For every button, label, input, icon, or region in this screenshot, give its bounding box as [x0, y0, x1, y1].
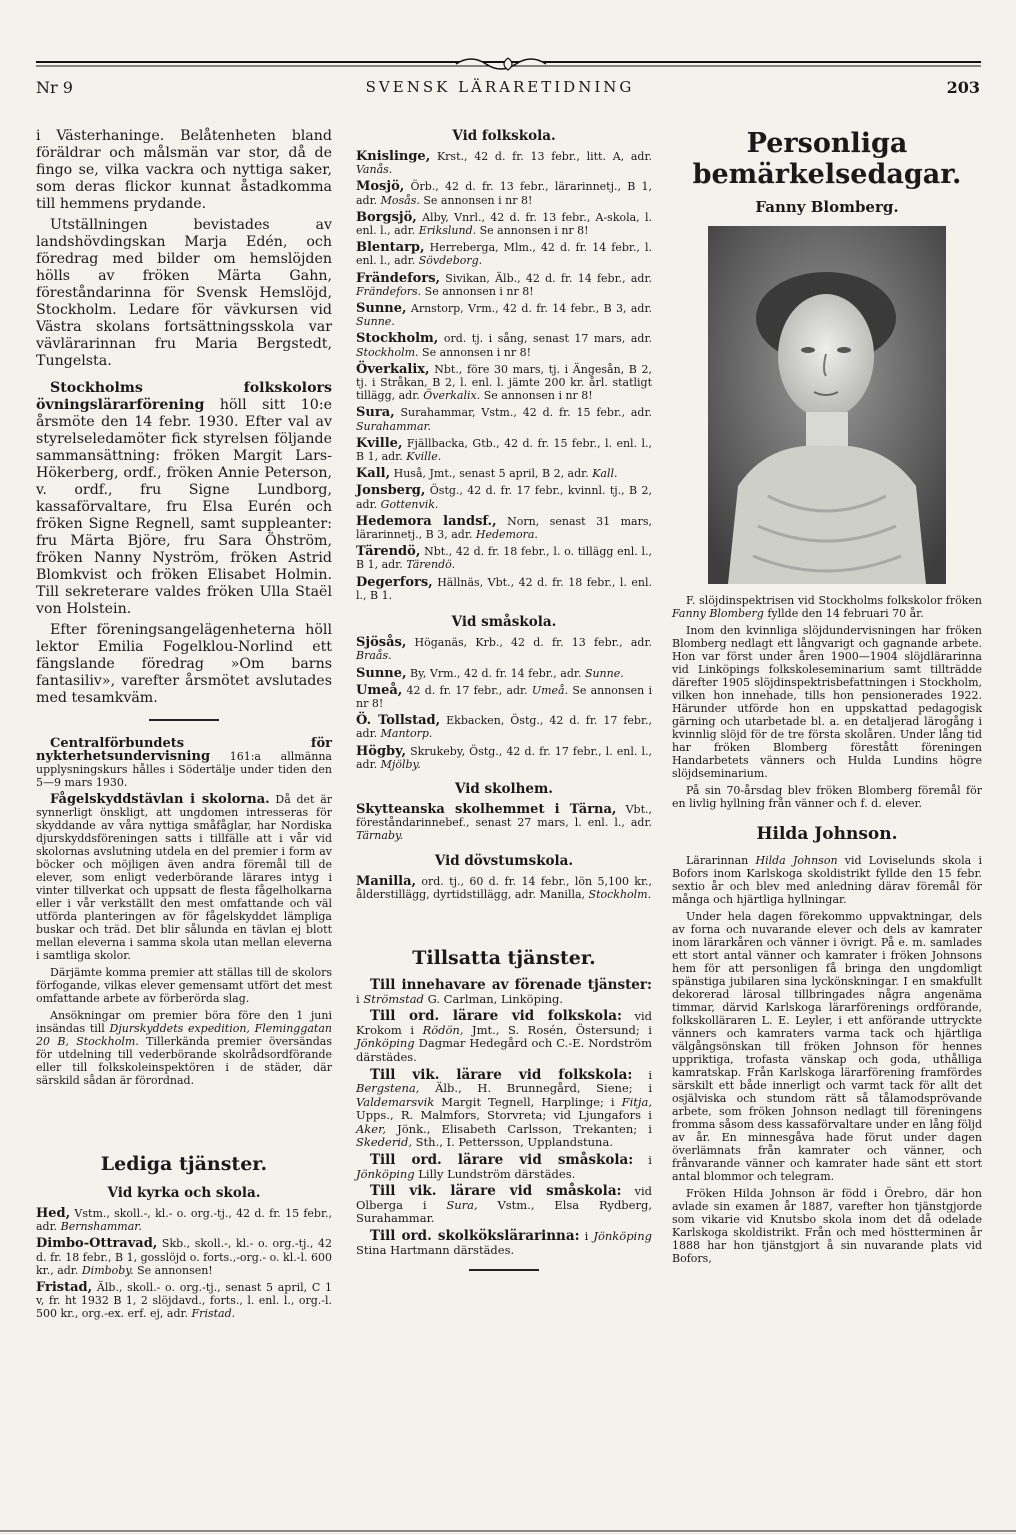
appointment-entry: Till vik. lärare vid småskola: vid Olberga i Sura, Vstm., Elsa Rydberg, Surahammar.	[356, 1183, 652, 1226]
paragraph: Inom den kvinnliga slöjdundervisningen har fröken Blomberg nedlagt ett långvarigt och gagnande arbete. Hon var först under åren 1900—1904 slöjdlärarinna vid Linköpings folkskoleseminarium samt tillträdde därefter 1905 slöjdinspektrisbefattningen i Stockholm, vilken hon innehade, tills hon pensionerades 1922. Härunder utförde hon en uppskattad pedagogisk gärning och utarbetade bl. a. en detaljerad lärogång i kvinnlig slöjd för de tre första skolåren. Under lång tid har fröken Blomberg förestått föreningen Handarbetets vänners och Hulda Lundins högre slöjdseminarium.	[672, 624, 982, 780]
header-ornament-rule	[36, 56, 981, 74]
vacancy-entry: Hedemora landsf., Norn, senast 31 mars, lärarinnetj., B 3, adr. Hedemora.	[356, 513, 652, 542]
person-heading: Hilda Johnson.	[756, 824, 898, 844]
section-heading: Personliga bemärkelsedagar.	[692, 128, 962, 190]
subsection-heading: Vid folkskola.	[452, 128, 556, 144]
column-right	[672, 128, 982, 1269]
notice: Därjämte komma premier att ställas till de skolors förfogande, vilkas elever gemensamt utfört det mest omfattande arbete av förberörda slag.	[36, 966, 332, 1005]
portrait-photo	[708, 226, 946, 584]
vacancy-entry: Tärendö, Nbt., 42 d. fr. 18 febr., l. o. tillägg enl. l., B 1, adr. Tärendö.	[356, 544, 652, 572]
paragraph: F. slöjdinspektrisen vid Stockholms folkskolor fröken Fanny Blomberg fyllde den 14 februari 70 år.	[672, 594, 982, 620]
vacancy-entry: Sura, Surahammar, Vstm., 42 d. fr. 15 febr., adr. Surahammar.	[356, 405, 652, 433]
vacancy-entry: Borgsjö, Alby, Vnrl., 42 d. fr. 13 febr., A-skola, l. enl. l., adr. Erikslund. Se annonsen i nr 8!	[356, 209, 652, 238]
paragraph: Lärarinnan Hilda Johnson vid Loviselunds skola i Bofors inom Karlskoga skoldistrikt fyllde den 15 febr. sextio år och blev med anledning därav föremål för många och hjärtliga hyllningar.	[672, 854, 983, 906]
appointment-entry: Till ord. skolkökslärarinna: i Jönköping Stina Hartmann därstädes.	[356, 1228, 652, 1257]
notice: Fågelskyddstävlan i skolorna. Då det är synnerligt önskligt, att ungdomen intresseras för skyddande av våra nyttiga småfåglar, har Nordiska djurskyddsföreningen satts i tillfälle att i vår vid skolornas avslutning utdela en del premier i form av böcker och möjligen även andra föremål till de elever, som enligt vederbörande lärares intyg i vinter tillverkat och uppsatt de flesta fågelholkarna eller i vår verkställt den mest omfattande och väl utförda planteringen av för fågelskyddet lämpliga buskar och träd. Det blir sålunda en tävlan ej blott mellan eleverna i samma skola utan mellan eleverna i samtliga skolor.	[36, 792, 333, 962]
journal-title: SVENSK LÄRARETIDNING	[365, 78, 635, 96]
vacancy-entry: Fristad, Älb., skoll.- o. org.-tj., senast 5 april, C 1 v, fr. ht 1932 B 1, 2 slöjdavd., forts., l. enl. l., org.-l. 500 kr., org.-ex. erf. ej, adr. Fristad.	[36, 1280, 332, 1321]
section-heading: Tillsatta tjänster.	[412, 946, 596, 969]
subsection-heading: Vid dövstumskola.	[434, 852, 574, 869]
vacancy-entry: Sunne, Arnstorp, Vrm., 42 d. fr. 14 febr., B 3, adr. Sunne.	[356, 301, 652, 329]
vacancy-entry: Blentarp, Herreberga, Mlm., 42 d. fr. 14 febr., l. enl. l., adr. Sövdeborg.	[356, 240, 652, 268]
column-middle	[356, 128, 652, 1287]
vacancy-entry: Umeå, 42 d. fr. 17 febr., adr. Umeå. Se annonsen i nr 8!	[356, 682, 652, 710]
vacancy-list	[356, 150, 652, 602]
vacancy-entry: Mosjö, Örb., 42 d. fr. 13 febr., lärarinnetj., B 1, adr. Mosås. Se annonsen i nr 8!	[356, 179, 652, 207]
vacancy-entry: Ö. Tollstad, Ekbacken, Östg., 42 d. fr. 17 febr., adr. Mantorp.	[356, 713, 652, 741]
section-divider	[149, 719, 219, 721]
paragraph: Under hela dagen förekommo uppvaktningar, dels av forna och nuvarande elever och dels av kamrater inom lärarkåren och vänner i övrigt. På e. m. samlades ett stort antal vänner och kamrater i fröken Johnsons hem för att personligen få bringa den ungdomligt spänstiga jubilaren sina lyckönskningar. I en smakfullt dekorerad lärosal tillbringades några angenäma timmar, därvid Karlskoga lärarförenings ordförande, folkskolläraren L. E. Leyler, i ett anförande uttryckte vänners och kamraters varma tack och hjärtliga välgångsönskan till fröken Johnson för hennes uppriktiga, trofasta vänskap och goda, uthålliga kamratskap. Från Karlskoga lärarförening framfördes särskilt ett både innerligt och varmt tack för allt det osjälviska och stundom rätt så tålamodsprövande arbete, som fröken Johnson nedlagt till föreningens fromma såsom dess kassaförvaltare under en lång följd av år. En minnesgåva hade förut under dagen överlämnats från kamrater och vänner, och frånvarande vänner och kamrater hade sänt ett stort antal blommor och telegram.	[672, 910, 982, 1183]
page-number: 203	[946, 78, 980, 97]
vacancy-list	[36, 1207, 332, 1321]
subsection-heading: Vid kyrka och skola.	[107, 1185, 261, 1201]
bold-lead: Stockholms folkskolors övningslärarförening	[36, 380, 332, 413]
paragraph: Efter föreningsangelägenheterna höll lektor Emilia Fogelklou-Norlind ett fängslande föredrag »Om barns fantasiliv», varefter årsmötet avslutades med tesamkväm.	[36, 622, 332, 706]
appointment-entry: Till vik. lärare vid folkskola: i Bergstena, Älb., H. Brunnegård, Siene; i Valdemarsvik Margit Tegnell, Harplinge; i Fitja, Upps., R. Malmfors, Storvreta; vid Ljungafors i Aker, Jönk., Elisabeth Carlsson, Trekanten; i Skederid, Sth., I. Pettersson, Upplandstuna.	[356, 1066, 652, 1150]
paragraph: Utställningen bevistades av landshövdingskan Marja Edén, och föredrag med bilder om hemslöjden hölls av fröken Märta Gahn, föreståndarinna för Svensk Hemslöjd, Stockholm. Ledare för vävkursen vid Västra skolans fortsättningsskola var vävlärarinnan fru Maria Bergstedt, Tungelsta.	[36, 217, 332, 369]
column-left	[36, 128, 332, 1325]
issue-number: Nr 9	[36, 78, 73, 97]
notice: Centralförbundets för nykterhetsundervisning 161:a allmänna upplysningskurs hålles i Södertälje under tiden den 5—9 mars 1930.	[36, 736, 332, 789]
vacancy-entry: Sjösås, Höganäs, Krb., 42 d. fr. 13 febr., adr. Braås.	[356, 635, 652, 663]
vacancy-entry: Degerfors, Hällnäs, Vbt., 42 d. fr. 18 febr., l. enl. l., B 1.	[356, 574, 652, 602]
paragraph: Stockholms folkskolors övningslärarförening höll sitt 10:e årsmöte den 14 febr. 1930. Efter val av styrelseledamöter fick styrelsen följande sammansättning: fröken Margit Lars-Hökerberg, ordf., fröken Annie Peterson, v. ordf., fru Signe Lundborg, kassaförvaltare, fru Elsa Eurén och fröken Signe Regnell, samt suppleanter: fru Märta Björe, fru Sara Öhström, fröken Nanny Nyström, fröken Astrid Blomkvist och fröken Elisabet Holmin. Till sekreterare valdes fröken Ulla Staël von Holstein.	[36, 380, 332, 617]
vacancy-entry: Stockholm, ord. tj. i sång, senast 17 mars, adr. Stockholm. Se annonsen i nr 8!	[356, 331, 652, 359]
notice: Ansökningar om premier böra före den 1 juni insändas till Djurskyddets expedition, Fleminggatan 20 B, Stockholm. Tillerkända premier översändas för utdelning till vederbörande skolrådsordförande eller till folkskoleinspektören i de städer, där särskild sådan är förordnad.	[36, 1009, 332, 1087]
vacancy-entry: Skytteanska skolhemmet i Tärna, Vbt., föreståndarinnebef., senast 27 mars, l. enl. l., adr. Tärnaby.	[356, 801, 652, 843]
vacancy-entry: Manilla, ord. tj., 60 d. fr. 14 febr., lön 5,100 kr., ålderstillägg, dyrtidstillägg, adr. Manilla, Stockholm.	[356, 873, 652, 901]
vacancy-entry: Frändefors, Sivikan, Älb., 42 d. fr. 14 febr., adr. Frändefors. Se annonsen i nr 8!	[356, 270, 652, 298]
vacancy-list	[356, 636, 652, 771]
vacancy-entry: Kall, Huså, Jmt., senast 5 april, B 2, adr. Kall.	[356, 466, 618, 482]
vacancy-entry: Överkalix, Nbt., före 30 mars, tj. i Ängesån, B 2, tj. i Stråkan, B 2, l. enl. l. jämte 200 kr. årl. statligt tillägg, adr. Överkalix. Se annonsen i nr 8!	[356, 361, 652, 403]
page-bottom-edge	[0, 1527, 1016, 1535]
subsection-heading: Vid skolhem.	[455, 780, 553, 797]
subsection-heading: Vid småskola.	[451, 614, 557, 631]
vacancy-entry: Dimbo-Ottravad, Skb., skoll.-, kl.- o. org.-tj., 42 d. fr. 18 febr., B 1, gosslöjd o. forts.,-org.- o. kl.-l. 600 kr., adr. Dimboby. Se annonsen!	[36, 1236, 332, 1277]
section-heading: Lediga tjänster.	[100, 1153, 268, 1175]
section-divider	[469, 1269, 539, 1271]
person-heading: Fanny Blomberg.	[755, 198, 899, 216]
vacancy-entry: Kville, Fjällbacka, Gtb., 42 d. fr. 15 febr., l. enl. l., B 1, adr. Kville.	[356, 435, 652, 464]
vacancy-entry: Sunne, By, Vrm., 42 d. fr. 14 febr., adr. Sunne.	[356, 665, 624, 681]
portrait-illustration	[708, 226, 946, 584]
vacancy-entry: Högby, Skrukeby, Östg., 42 d. fr. 17 febr., l. enl. l., adr. Mjölby.	[356, 743, 652, 771]
appointment-entry: Till ord. lärare vid folkskola: vid Krokom i Rödön, Jmt., S. Rosén, Östersund; i Jönköping Dagmar Hedegård och C.-E. Nordström därstädes.	[356, 1008, 652, 1064]
paragraph: i Västerhaninge. Belåtenheten bland föräldrar och målsmän var stor, då de fingo se, vilka vackra och nyttiga saker, som deras flickor kunnat åstadkomma till hemmens prydande.	[36, 128, 332, 212]
vacancy-entry: Jonsberg, Östg., 42 d. fr. 17 febr., kvinnl. tj., B 2, adr. Gottenvik.	[356, 483, 652, 511]
appointment-entry: Till ord. lärare vid småskola: i Jönköping Lilly Lundström därstädes.	[356, 1152, 652, 1181]
paragraph: Fröken Hilda Johnson är född i Örebro, där hon avlade sin examen år 1887, varefter hon tjänstgjorde som vikarie vid Knutsbo skola inom det då odelade Karlskoga skoldistrikt. Från och med höstterminen år 1888 har hon tjänstgjort å sin nuvarande plats vid Bofors,	[672, 1187, 982, 1265]
appointment-entry: Till innehavare av förenade tjänster: i Strömstad G. Carlman, Linköping.	[356, 976, 652, 1006]
vacancy-entry: Knislinge, Krst., 42 d. fr. 13 febr., litt. A, adr. Vanås.	[356, 149, 652, 177]
paragraph: På sin 70-årsdag blev fröken Blomberg föremål för en livlig hyllning från vänner och f. d. elever.	[672, 784, 982, 810]
vacancy-entry: Hed, Vstm., skoll.-, kl.- o. org.-tj., 42 d. fr. 15 febr., adr. Bernshammar.	[36, 1206, 332, 1234]
